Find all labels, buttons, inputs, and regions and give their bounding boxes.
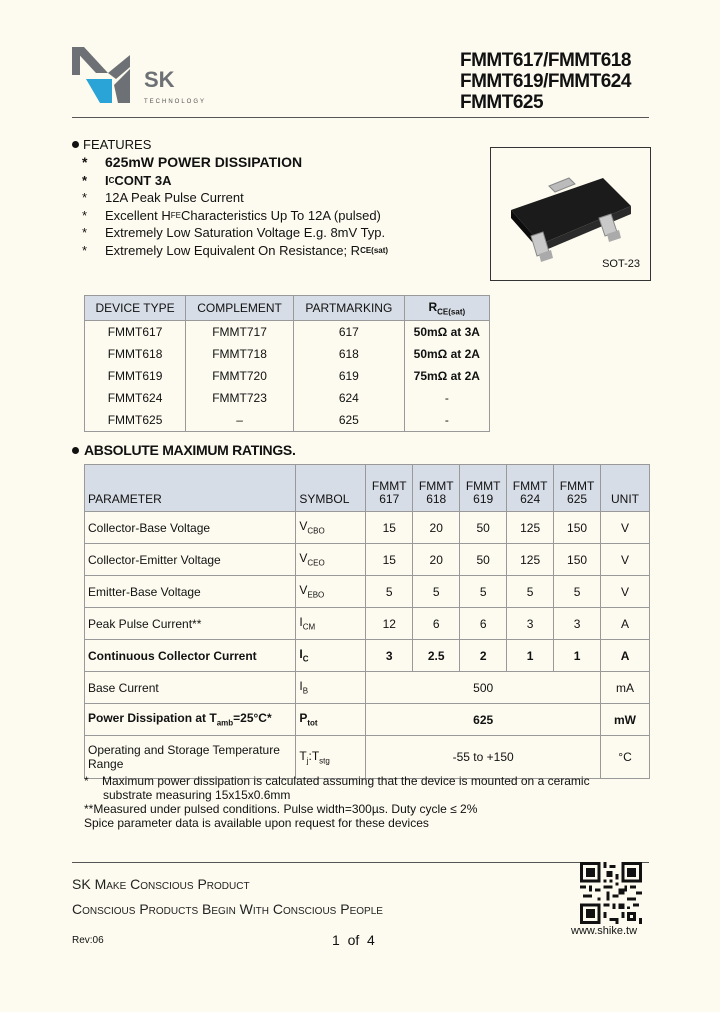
table-cell: 5 xyxy=(460,576,507,608)
note-1: * Maximum power dissipation is calculated assuming that the device is mounted on a ceramic xyxy=(84,774,590,788)
col-header: PARTMARKING xyxy=(294,296,405,321)
col-header: COMPLEMENT xyxy=(186,296,294,321)
table-row xyxy=(85,640,650,672)
table-cell: $I_B$ xyxy=(296,672,366,704)
table-cell: mW xyxy=(601,704,650,736)
table-header-row xyxy=(85,465,650,512)
page-number: 1 of 4 xyxy=(332,932,375,948)
table-row xyxy=(85,512,650,544)
table-cell: $V_{CEO}$ xyxy=(296,544,366,576)
col-header: FMMT 625 xyxy=(554,465,601,512)
table-cell: $I_C$ xyxy=(296,640,366,672)
feature-item: * 625mW POWER DISSIPATION xyxy=(82,154,303,170)
table-cell: 20 xyxy=(413,512,460,544)
table-cell: FMMT619 xyxy=(85,365,186,387)
ratings-heading: ABSOLUTE MAXIMUM RATINGS. xyxy=(72,442,296,458)
col-header: FMMT 624 xyxy=(507,465,554,512)
table-cell: $V_{EBO}$ xyxy=(296,576,366,608)
table-row xyxy=(85,736,650,779)
table-cell: mA xyxy=(601,672,650,704)
table-cell: 617 xyxy=(294,321,405,344)
table-cell: - xyxy=(404,387,489,409)
bullet-icon xyxy=(72,141,79,148)
table-cell: 75mΩ at 2A xyxy=(404,365,489,387)
table-cell: 3 xyxy=(554,608,601,640)
col-header: SYMBOL xyxy=(296,465,366,512)
table-cell: °C xyxy=(601,736,650,779)
table-cell: 125 xyxy=(507,544,554,576)
footnotes xyxy=(84,774,590,830)
table-cell: V xyxy=(601,544,650,576)
table-cell: 3 xyxy=(366,640,413,672)
table-cell: 50mΩ at 2A xyxy=(404,343,489,365)
table-cell: 1 xyxy=(507,640,554,672)
table-cell: FMMT717 xyxy=(186,321,294,344)
table-cell: 2 xyxy=(460,640,507,672)
table-cell: FMMT624 xyxy=(85,387,186,409)
table-row xyxy=(85,704,650,736)
table-cell: 15 xyxy=(366,544,413,576)
table-cell: FMMT617 xyxy=(85,321,186,344)
table-cell: 125 xyxy=(507,512,554,544)
slogan-line: Conscious Products Begin With Conscious People xyxy=(72,901,383,917)
table-row xyxy=(85,387,490,409)
brand-name: SK xyxy=(144,67,175,92)
table-cell: 618 xyxy=(294,343,405,365)
table-cell: 2.5 xyxy=(413,640,460,672)
feature-item: * Excellent H FE Characteristics Up To 12A (pulsed) xyxy=(82,207,381,223)
col-header: FMMT 617 xyxy=(366,465,413,512)
table-cell: 500 xyxy=(366,672,601,704)
table-cell: 3 xyxy=(507,608,554,640)
col-header: DEVICE TYPE xyxy=(85,296,186,321)
table-row xyxy=(85,321,490,344)
feature-item: * 12A Peak Pulse Current xyxy=(82,190,244,205)
table-cell: $V_{CBO}$ xyxy=(296,512,366,544)
table-cell: 625 xyxy=(294,409,405,432)
table-cell: Collector-Base Voltage xyxy=(85,512,296,544)
table-cell: 624 xyxy=(294,387,405,409)
header-divider xyxy=(72,117,649,118)
title-line: FMMT619/FMMT624 xyxy=(460,71,631,92)
table-cell: 619 xyxy=(294,365,405,387)
table-cell: A xyxy=(601,608,650,640)
table-cell: 1 xyxy=(554,640,601,672)
revision: Rev:06 xyxy=(72,935,104,946)
table-cell: 12 xyxy=(366,608,413,640)
table-cell: Base Current xyxy=(85,672,296,704)
table-cell: 150 xyxy=(554,544,601,576)
table-row xyxy=(85,409,490,432)
table-row xyxy=(85,365,490,387)
col-header: $R_{CE(sat)}$ xyxy=(404,296,489,321)
device-table xyxy=(84,295,490,432)
table-cell: FMMT618 xyxy=(85,343,186,365)
table-cell: FMMT723 xyxy=(186,387,294,409)
part-titles xyxy=(460,50,631,113)
package-label: SOT-23 xyxy=(602,258,640,270)
table-cell: 20 xyxy=(413,544,460,576)
table-cell: 5 xyxy=(413,576,460,608)
table-cell: 625 xyxy=(366,704,601,736)
package-image xyxy=(490,147,651,281)
table-cell: 50mΩ at 3A xyxy=(404,321,489,344)
table-cell: 6 xyxy=(413,608,460,640)
table-cell: 5 xyxy=(507,576,554,608)
bullet-icon xyxy=(72,447,79,454)
col-header: FMMT 618 xyxy=(413,465,460,512)
table-cell: Collector-Emitter Voltage xyxy=(85,544,296,576)
table-header-row xyxy=(85,296,490,321)
table-row xyxy=(85,672,650,704)
table-cell: $I_{CM}$ xyxy=(296,608,366,640)
table-cell: Emitter-Base Voltage xyxy=(85,576,296,608)
feature-item: * Extremely Low Equivalent On Resistance; R CE(sat) xyxy=(82,242,389,258)
table-cell: FMMT720 xyxy=(186,365,294,387)
table-cell: V xyxy=(601,512,650,544)
table-cell: Peak Pulse Current** xyxy=(85,608,296,640)
table-cell: $P_{tot}$ xyxy=(296,704,366,736)
col-header: FMMT 619 xyxy=(460,465,507,512)
note-1-cont: substrate measuring 15x15x0.6mm xyxy=(103,788,291,802)
note-3: Spice parameter data is available upon request for these devices xyxy=(84,816,429,830)
features-heading: FEATURES xyxy=(83,137,152,152)
table-cell: -55 to +150 xyxy=(366,736,601,779)
table-cell: FMMT718 xyxy=(186,343,294,365)
col-header: UNIT xyxy=(601,465,650,512)
features-section xyxy=(72,137,492,259)
slogan xyxy=(72,872,383,922)
table-cell: 5 xyxy=(366,576,413,608)
table-cell: FMMT625 xyxy=(85,409,186,432)
title-line: FMMT617/FMMT618 xyxy=(460,50,631,71)
table-cell: $T_j:T_{stg}$ xyxy=(296,736,366,779)
table-row xyxy=(85,608,650,640)
feature-item: * Extremely Low Saturation Voltage E.g. 8mV Typ. xyxy=(82,225,386,240)
table-row xyxy=(85,544,650,576)
logo-mark-blue xyxy=(86,79,112,103)
table-cell: 15 xyxy=(366,512,413,544)
table-cell: 150 xyxy=(554,512,601,544)
company-logo xyxy=(72,45,207,114)
table-row xyxy=(85,343,490,365)
table-cell: Power Dissipation at $T_{amb}=25^\circ C*$ xyxy=(85,704,296,736)
col-header: PARAMETER xyxy=(85,465,296,512)
table-cell: 5 xyxy=(554,576,601,608)
table-row xyxy=(85,576,650,608)
table-cell: - xyxy=(404,409,489,432)
slogan-line: SK Make Conscious Product xyxy=(72,876,250,892)
brand-tagline: TECHNOLOGY xyxy=(144,99,207,105)
ratings-table xyxy=(84,464,650,779)
table-cell: 6 xyxy=(460,608,507,640)
feature-item: * I C CONT 3A xyxy=(82,172,172,188)
qr-code-icon xyxy=(580,862,642,924)
table-cell: V xyxy=(601,576,650,608)
note-2: **Measured under pulsed conditions. Pulse width=300µs. Duty cycle ≤ 2% xyxy=(84,802,478,816)
table-cell: 50 xyxy=(460,544,507,576)
title-line: FMMT625 xyxy=(460,92,544,113)
table-cell: – xyxy=(186,409,294,432)
website-link[interactable]: www.shike.tw xyxy=(571,925,638,937)
footer-divider xyxy=(72,862,649,863)
table-cell: Operating and Storage Temperature Range xyxy=(85,736,296,779)
table-cell: Continuous Collector Current xyxy=(85,640,296,672)
table-cell: A xyxy=(601,640,650,672)
table-cell: 50 xyxy=(460,512,507,544)
